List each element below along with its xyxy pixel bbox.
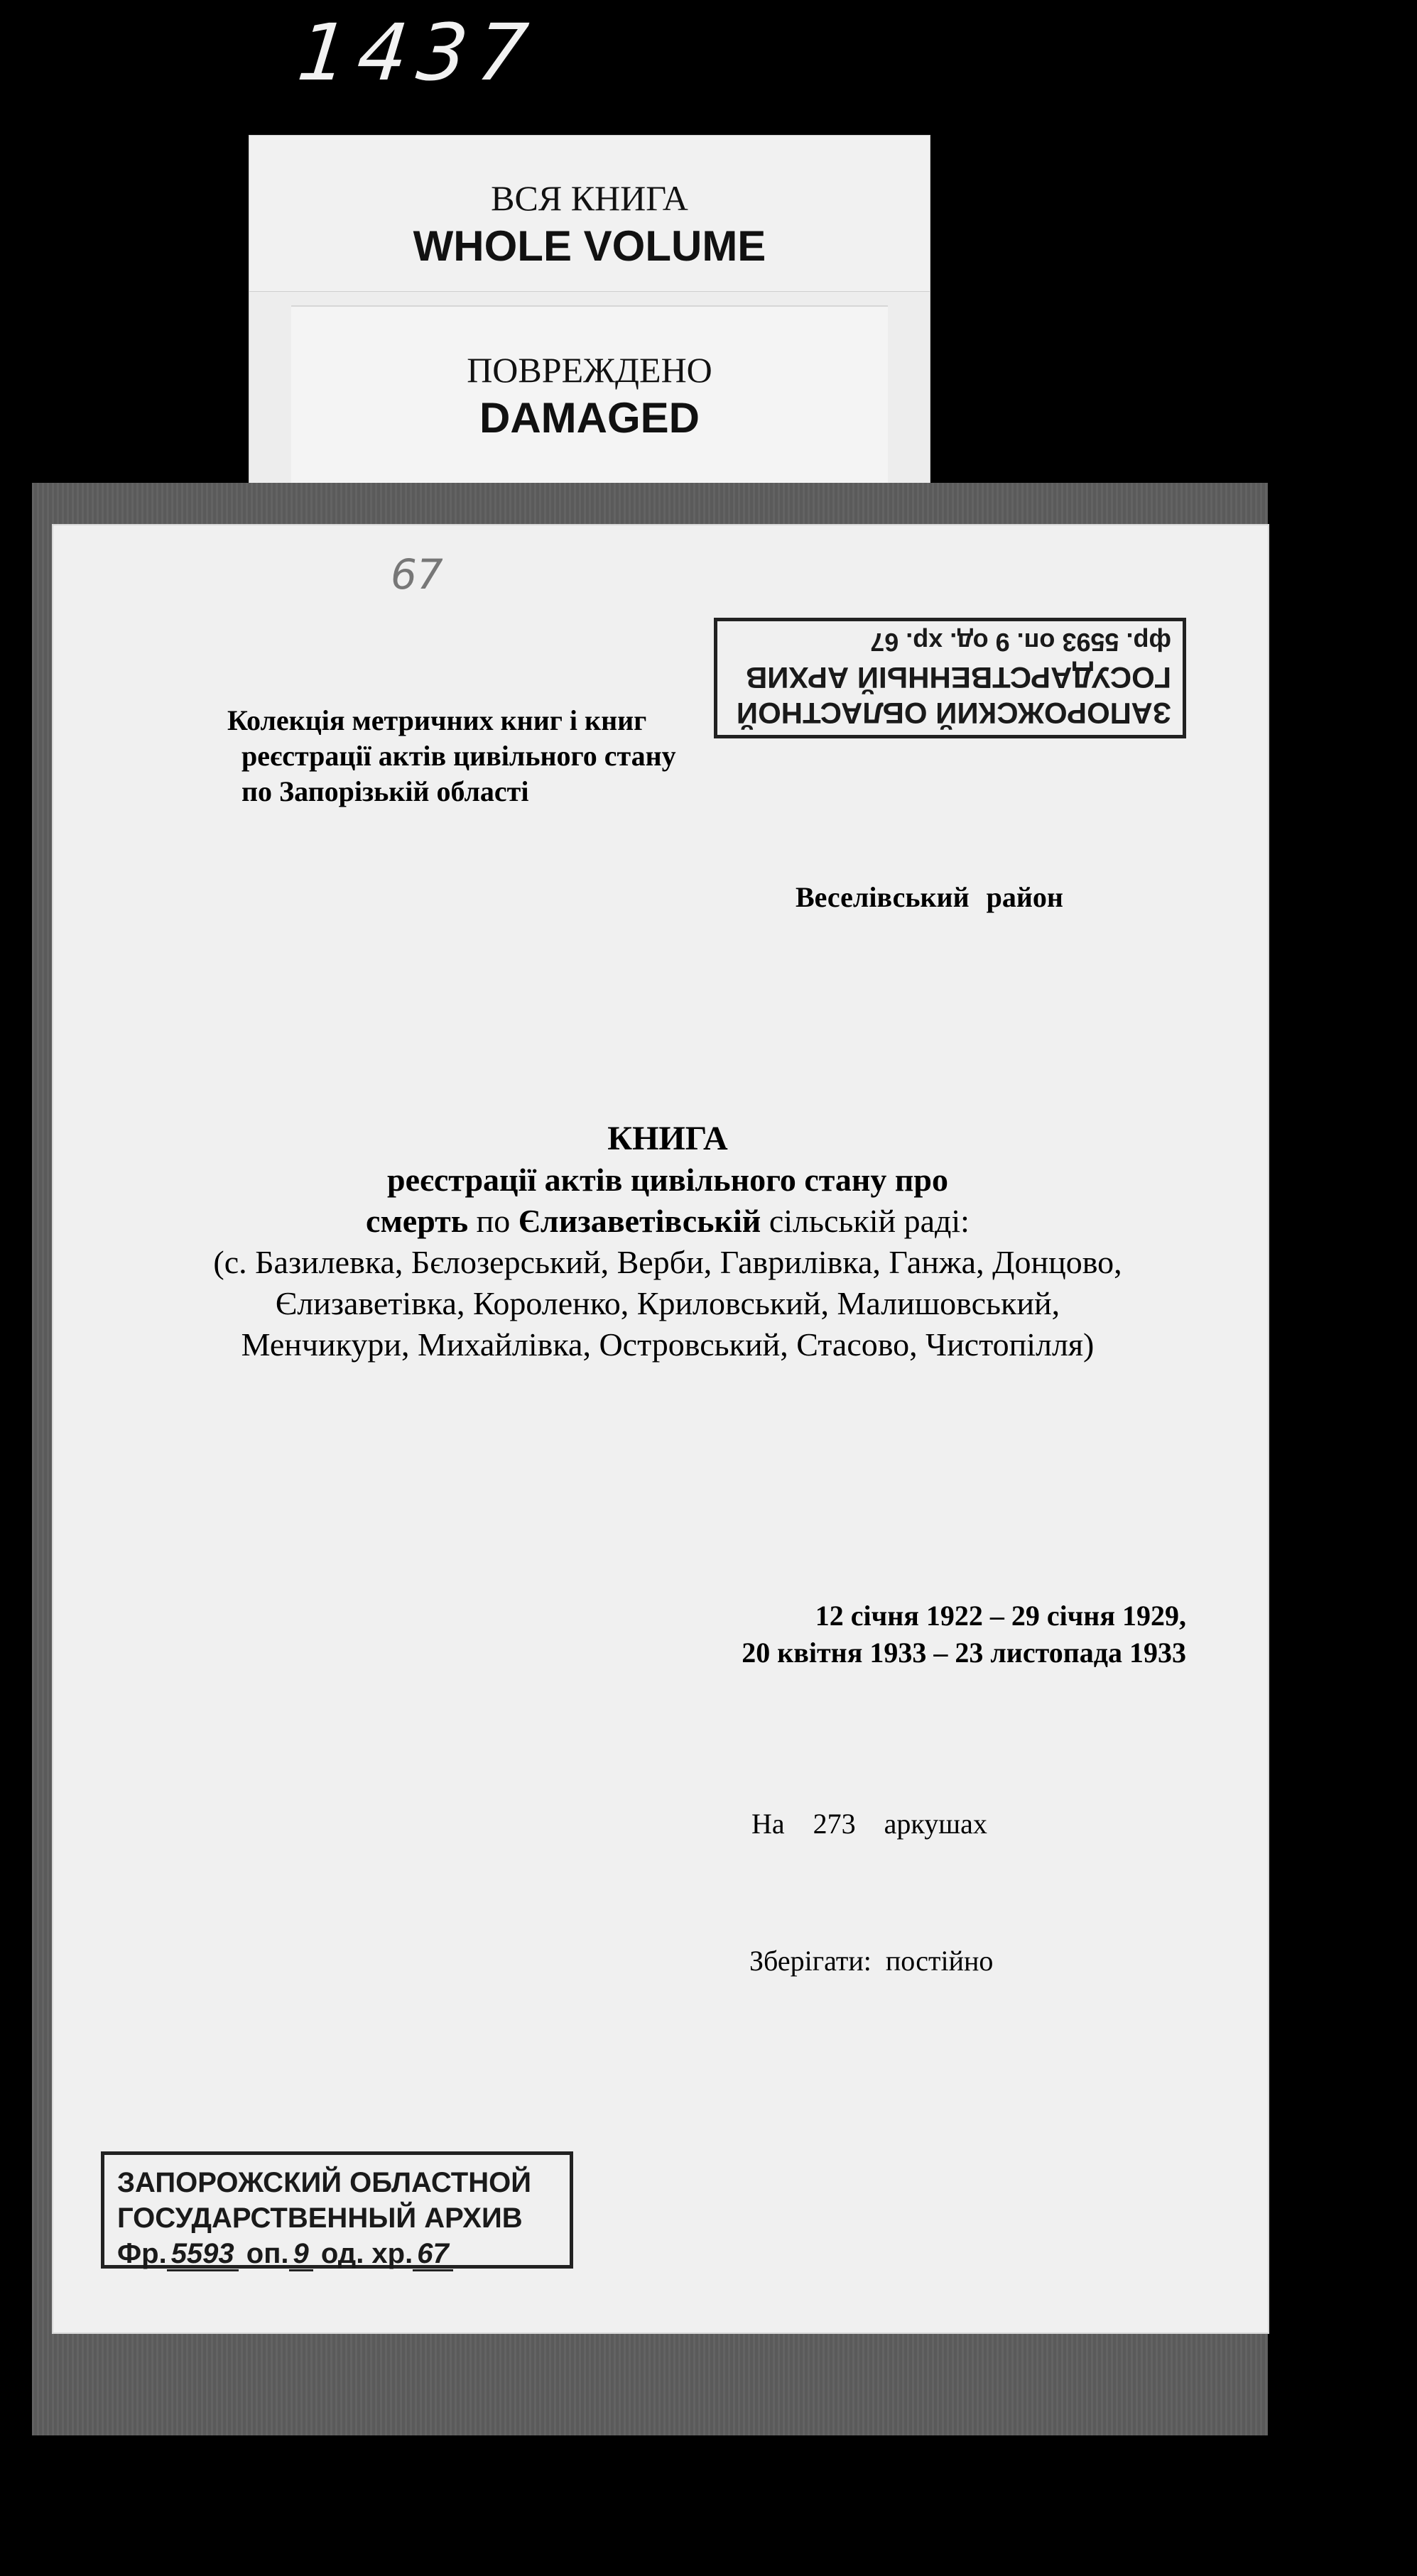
sheet-count-value: 273 bbox=[813, 1808, 856, 1840]
stamp-bottom-line2: ГОСУДАРСТВЕННЫЙ АРХИВ bbox=[117, 2203, 523, 2234]
stamp-bottom-line1: ЗАПОРОЖСКИЙ ОБЛАСТНОЙ bbox=[117, 2167, 531, 2198]
title-line2: реєстрації актів цивільного стану про bbox=[387, 1162, 948, 1198]
collection-heading bbox=[227, 703, 676, 809]
damaged-label-sheet bbox=[291, 305, 888, 488]
collection-line1: Колекція метричних книг і книг bbox=[227, 704, 647, 736]
title-line6: Менчикури, Михайлівка, Островський, Стасово, Чистопілля) bbox=[241, 1326, 1095, 1363]
title-line3 bbox=[142, 1201, 1193, 1242]
district-name: Веселівський район bbox=[796, 881, 1063, 913]
date-range-line2: 20 квітня 1933 – 23 листопада 1933 bbox=[742, 1637, 1186, 1669]
title-death: смерть bbox=[366, 1203, 469, 1239]
stamp-bottom-line3 bbox=[117, 2236, 557, 2271]
damaged-en: DAMAGED bbox=[479, 394, 700, 442]
stamp-top-line1: ЗАПОРОЖСКИЙ ОБЛАСТНОЙ bbox=[736, 697, 1171, 730]
title-line4: (с. Базилевка, Бєлозерський, Верби, Гаврилівка, Ганжа, Донцово, bbox=[213, 1244, 1122, 1280]
archive-stamp-bottom bbox=[101, 2151, 573, 2269]
retention-period bbox=[749, 1944, 993, 1977]
title-line5: Єлизаветівка, Короленко, Криловський, Малишовський, bbox=[275, 1285, 1060, 1321]
whole-volume-en: WHOLE VOLUME bbox=[413, 222, 766, 270]
damaged-label bbox=[249, 291, 930, 490]
sheet-count-suffix: аркушах bbox=[884, 1808, 987, 1840]
fond-label: Фр. bbox=[117, 2238, 167, 2269]
title-council-name: Єлизаветівській bbox=[518, 1203, 761, 1239]
stamp-top-line3: фр. 5593 оп. 9 од. хр. 67 bbox=[870, 628, 1171, 657]
damaged-ru: ПОВРЕЖДЕНО bbox=[467, 350, 712, 390]
frame-number: 1437 bbox=[293, 7, 542, 98]
item-value: 67 bbox=[413, 2238, 453, 2271]
date-range-line1: 12 січня 1922 – 29 січня 1929, bbox=[815, 1600, 1186, 1632]
sheet-count bbox=[751, 1807, 987, 1840]
collection-line3: по Запорізькій області bbox=[241, 775, 529, 807]
book-title bbox=[142, 1118, 1193, 1365]
opis-label: оп. bbox=[246, 2238, 289, 2269]
archive-stamp-top bbox=[714, 618, 1186, 738]
stamp-top-line2: ГОСУДАРСТВЕННЫЙ АРХИВ bbox=[745, 661, 1171, 694]
title-main: КНИГА bbox=[607, 1120, 728, 1157]
retention-label: Зберігати: bbox=[749, 1945, 872, 1977]
date-range bbox=[639, 1598, 1186, 1671]
title-by: по bbox=[476, 1203, 511, 1239]
collection-line2: реєстрації актів цивільного стану bbox=[241, 740, 676, 772]
whole-volume-ru: ВСЯ КНИГА bbox=[491, 178, 688, 218]
title-council: сільській раді: bbox=[769, 1203, 970, 1239]
handwritten-page-number: 67 bbox=[391, 550, 443, 599]
opis-value: 9 bbox=[289, 2238, 313, 2271]
sheet-count-prefix: На bbox=[751, 1808, 785, 1840]
retention-value: постійно bbox=[885, 1945, 994, 1977]
fond-value: 5593 bbox=[167, 2238, 239, 2271]
item-label: од. хр. bbox=[320, 2238, 413, 2269]
